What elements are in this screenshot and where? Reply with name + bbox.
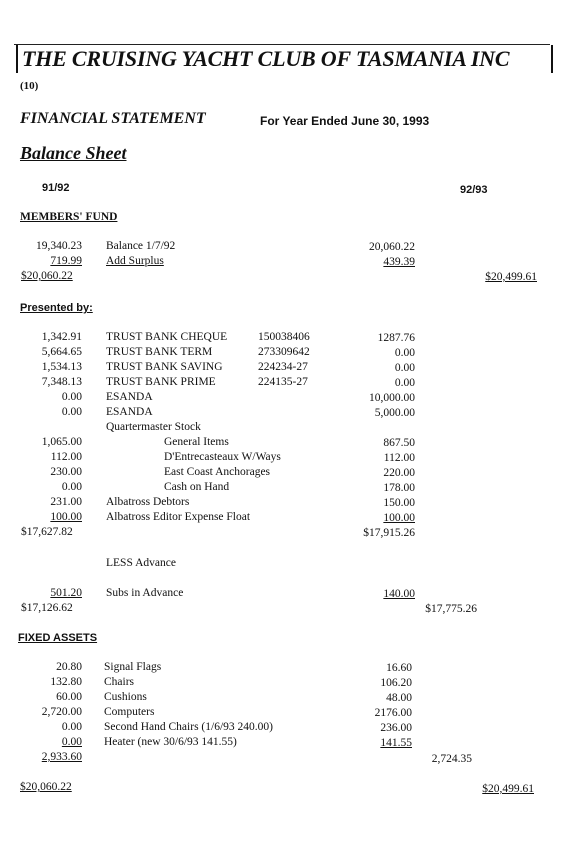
mf-total-curr: $20,499.61 <box>485 271 537 283</box>
fa-label-2: Cushions <box>104 691 147 703</box>
fa-total-curr: 2,724.35 <box>431 753 472 765</box>
bank-label-0: TRUST BANK CHEQUE <box>106 331 228 343</box>
bank-label-2: TRUST BANK SAVING <box>106 361 223 373</box>
grand-total-prev: $20,060.22 <box>20 781 72 793</box>
fa-prev-3: 2,720.00 <box>41 706 82 718</box>
presented-heading: Presented by: <box>20 302 93 314</box>
fa-curr-1: 106.20 <box>380 677 412 689</box>
bank-prev-5: 0.00 <box>61 406 82 418</box>
year-prev-header: 91/92 <box>42 182 70 194</box>
subs-label: Subs in Advance <box>106 587 184 599</box>
members-fund-heading: MEMBERS' FUND <box>20 211 118 223</box>
stock-label-2: East Coast Anchorages <box>164 466 271 478</box>
other-prev-1: 100.00 <box>50 511 82 523</box>
fa-prev-1: 132.80 <box>50 676 82 688</box>
bank-prev-1: 5,664.65 <box>41 346 82 358</box>
bank-label-5: ESANDA <box>106 406 153 418</box>
stock-curr-2: 220.00 <box>383 467 415 479</box>
bank-label-4: ESANDA <box>106 391 153 403</box>
mf-label-1: Add Surplus <box>106 255 164 267</box>
fa-label-0: Signal Flags <box>104 661 162 673</box>
bank-curr-3: 0.00 <box>394 377 415 389</box>
stock-curr-1: 112.00 <box>383 452 415 464</box>
bank-prev-3: 7,348.13 <box>41 376 82 388</box>
bank-prev-2: 1,534.13 <box>41 361 82 373</box>
net-curr: $17,775.26 <box>425 603 477 615</box>
fa-prev-5: 0.00 <box>61 736 82 748</box>
bank-prev-0: 1,342.91 <box>41 331 82 343</box>
bank-curr-1: 0.00 <box>394 347 415 359</box>
fa-label-5: Heater (new 30/6/93 141.55) <box>104 736 237 748</box>
grand-total-curr: $20,499.61 <box>482 783 534 795</box>
page-number: (10) <box>20 80 39 92</box>
subs-prev: 501.20 <box>50 587 82 599</box>
club-title: THE CRUISING YACHT CLUB OF TASMANIA INC <box>22 46 510 71</box>
stock-curr-0: 867.50 <box>383 437 415 449</box>
bank-acct-2: 224234-27 <box>258 361 308 373</box>
stock-prev-3: 0.00 <box>61 481 82 493</box>
fa-label-3: Computers <box>104 706 155 718</box>
net-prev: $17,126.62 <box>21 602 73 614</box>
fa-curr-4: 236.00 <box>380 722 412 734</box>
balance-sheet-title: Balance Sheet <box>20 143 127 163</box>
other-prev-0: 231.00 <box>50 496 82 508</box>
bank-curr-0: 1287.76 <box>377 332 415 344</box>
fa-curr-0: 16.60 <box>386 662 412 674</box>
mf-total-prev: $20,060.22 <box>21 270 73 282</box>
mf-prev-1: 719.99 <box>50 255 82 267</box>
mf-label-0: Balance 1/7/92 <box>106 240 176 252</box>
other-curr-1: 100.00 <box>383 512 415 524</box>
mf-curr-1: 439.39 <box>383 256 415 268</box>
fa-label-4: Second Hand Chairs (1/6/93 240.00) <box>104 721 273 733</box>
bank-acct-1: 273309642 <box>258 346 310 358</box>
fa-prev-0: 20.80 <box>56 661 82 673</box>
fa-total-prev: 2,933.60 <box>41 751 82 763</box>
fa-label-1: Chairs <box>104 676 135 688</box>
year-curr-header: 92/93 <box>460 184 488 196</box>
fa-prev-4: 0.00 <box>61 721 82 733</box>
fa-curr-2: 48.00 <box>386 692 412 704</box>
other-curr-0: 150.00 <box>383 497 415 509</box>
stock-label-3: Cash on Hand <box>164 481 230 493</box>
fa-curr-3: 2176.00 <box>374 707 412 719</box>
bank-label-1: TRUST BANK TERM <box>106 346 213 358</box>
stock-curr-3: 178.00 <box>383 482 415 494</box>
mf-prev-0: 19,340.23 <box>36 240 82 252</box>
other-label-1: Albatross Editor Expense Float <box>106 511 251 523</box>
bank-curr-5: 5,000.00 <box>374 407 415 419</box>
bank-label-3: TRUST BANK PRIME <box>106 376 216 388</box>
bank-curr-2: 0.00 <box>394 362 415 374</box>
other-label-0: Albatross Debtors <box>106 496 190 508</box>
stock-prev-0: 1,065.00 <box>41 436 82 448</box>
fa-curr-5: 141.55 <box>380 737 412 749</box>
bank-acct-3: 224135-27 <box>258 376 308 388</box>
fa-prev-2: 60.00 <box>56 691 82 703</box>
stock-heading: Quartermaster Stock <box>106 421 201 433</box>
subtotal-prev: $17,627.82 <box>21 526 73 538</box>
stock-prev-2: 230.00 <box>50 466 82 478</box>
fixed-assets-heading: FIXED ASSETS <box>18 632 98 644</box>
bank-prev-4: 0.00 <box>61 391 82 403</box>
subs-curr: 140.00 <box>383 588 415 600</box>
less-advance-label: LESS Advance <box>106 557 176 569</box>
statement-period: For Year Ended June 30, 1993 <box>260 114 430 128</box>
mf-curr-0: 20,060.22 <box>369 241 415 253</box>
stock-prev-1: 112.00 <box>50 451 82 463</box>
stock-label-0: General Items <box>164 436 229 448</box>
statement-title: FINANCIAL STATEMENT <box>20 110 206 127</box>
stock-label-1: D'Entrecasteaux W/Ways <box>164 451 281 463</box>
subtotal-curr: $17,915.26 <box>363 527 415 539</box>
bank-curr-4: 10,000.00 <box>369 392 415 404</box>
bank-acct-0: 150038406 <box>258 331 310 343</box>
